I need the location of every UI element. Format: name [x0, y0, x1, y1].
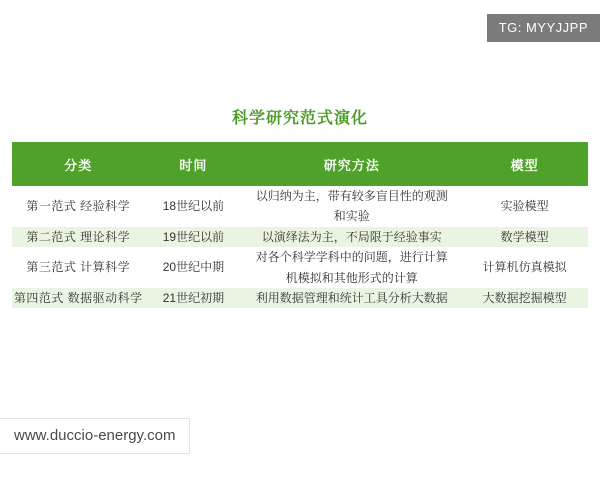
table-container [12, 105, 588, 308]
tg-badge: TG: MYYJJPP [487, 14, 600, 42]
column-header-method: 研究方法 [323, 157, 380, 173]
cell-time: 19世纪以前 [162, 229, 225, 244]
cell-category: 第三范式 计算科学 [26, 260, 131, 275]
cell-method: 以归纳为主，带有较多盲目性的观测和实验 [255, 189, 448, 224]
table-body [12, 186, 588, 308]
column-header-category: 分类 [64, 157, 93, 173]
table-row [12, 247, 588, 288]
table-row [12, 227, 588, 247]
cell-time: 20世纪中期 [162, 260, 225, 275]
cell-model: 数学模型 [500, 229, 549, 244]
cell-category: 第四范式 数据驱动科学 [13, 290, 143, 305]
cell-model: 大数据挖掘模型 [482, 290, 567, 305]
table-row [12, 186, 588, 227]
cell-time: 21世纪初期 [162, 290, 225, 305]
column-header-model: 模型 [510, 157, 539, 173]
cell-category: 第一范式 经验科学 [26, 199, 131, 214]
cell-method: 对各个科学学科中的问题，进行计算机模拟和其他形式的计算 [255, 250, 448, 285]
cell-method: 以演绎法为主，不局限于经验事实 [261, 229, 442, 244]
cell-model: 计算机仿真模拟 [482, 260, 567, 275]
cell-method: 利用数据管理和统计工具分析大数据 [255, 290, 448, 305]
cell-model: 实验模型 [500, 199, 549, 214]
table-header [12, 142, 588, 186]
cell-time: 18世纪以前 [162, 199, 225, 214]
paradigm-table [12, 142, 588, 308]
column-header-time: 时间 [179, 157, 208, 173]
watermark: www.duccio-energy.com [0, 418, 190, 454]
header-row [12, 142, 588, 186]
cell-category: 第二范式 理论科学 [26, 229, 131, 244]
table-row [12, 288, 588, 308]
page-title: 科学研究范式演化 [231, 110, 368, 127]
